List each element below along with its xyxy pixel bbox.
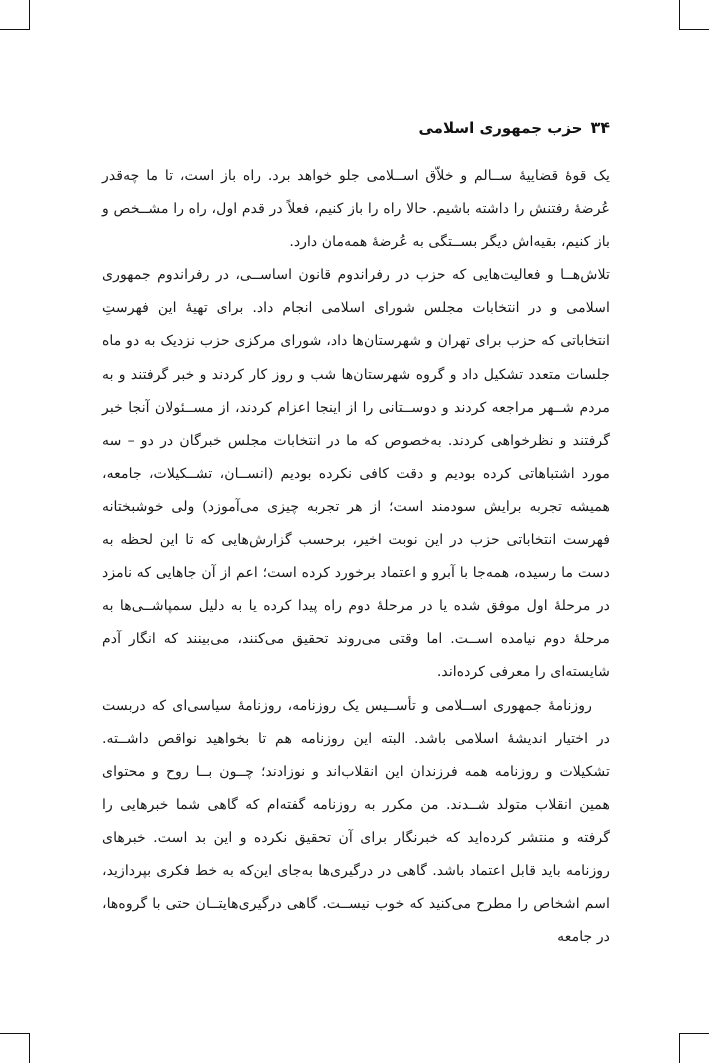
paragraph-1: یک قوهٔ قضاییهٔ ســالم و خلاّق اســلامی جلو خواهد برد. راه باز است، تا ما چه‌قدر عُرضهٔ رفتنش را داشته باشیم. حالا راه را باز کنیم، فعلاً در قدم اول، راه را مشــخص و باز کنیم، بقیه‌اش دیگر بســتگی به عُرضهٔ همه‌مان دارد. <box>102 168 610 251</box>
page-number: ۳۴ <box>590 118 610 137</box>
crop-mark-bottom-right-h <box>679 1033 709 1034</box>
running-header <box>102 118 610 144</box>
running-title: حزب جمهوری اسلامی <box>418 119 583 137</box>
crop-mark-top-right <box>679 0 680 30</box>
crop-mark-bottom-left-h <box>0 1033 30 1034</box>
crop-mark-top-left-h <box>0 29 30 30</box>
paragraph-2: تلاش‌هــا و فعالیت‌هایی که حزب در رفراندوم قانون اساســی، در رفراندوم جمهوری اسلامی و در انتخابات مجلس شورای اسلامی انجام داد. برای تهیهٔ این فهرستِ انتخاباتی که حزب برای تهران و شهرستان‌ها داد، شورای مرکزی حزب نزدیک به دو ماه جلسات متعدد تشکیل داد و گروه شهرستان‌ها شب و روز کار کردند و خبر گرفتند و به مردم شــهر مراجعه کردند و دوســتانی را از اینجا اعزام کردند، از مســئولان آنجا خبر گرفتند و نظرخواهی کردند. به‌خصوص که ما در انتخابات مجلس خبرگان در دو – سه مورد اشتباهاتی کرده بودیم و دقت کافی نکرده بودیم (انســان، تشــکیلات، جامعه، همیشه تجربه برایش سودمند است؛ از هر تجربه چیزی می‌آموزد) ولی خوشبختانه فهرست انتخاباتی حزب در این نوبت اخیر، برحسب گزارش‌هایی که تا این لحظه به دست ما رسیده، همه‌جا با آبرو و اعتماد برخورد کرده است؛ اعم از آن جاهایی که نامزد در مرحلهٔ اول موفق شده یا در مرحلهٔ دوم راه پیدا کرده یا به دلیل سمپاشــی‌ها به مرحلهٔ دوم نیامده اســت. اما وقتی می‌روند تحقیق می‌کنند، می‌بینند که انگار آدم شایسته‌ای را معرفی کرده‌اند. <box>102 267 610 681</box>
book-page <box>102 118 610 998</box>
crop-mark-bottom-left <box>29 1033 30 1063</box>
crop-mark-top-right-h <box>679 29 709 30</box>
crop-mark-bottom-right <box>679 1033 680 1063</box>
paragraph-3: روزنامهٔ جمهوری اســلامی و تأســیس یک روزنامه، روزنامهٔ سیاسی‌ای که دربست در اختیار اندیشهٔ اسلامی باشد. البته این روزنامه هم تا بخواهید نواقص داشــته. تشکیلات و روزنامه همه فرزندان این انقلاب‌اند و نوزادند؛ چــون بــا روح و محتوای همین انقلاب متولد شــدند. من مکرر به روزنامه گفته‌ام که گاهی شما خبرهایی را گرفته و منتشر کرده‌اید که خبرنگار برای آن تحقیق نکرده و این بد است. خبرهای روزنامه باید قابل اعتماد باشد. گاهی در درگیری‌ها به‌جای این‌که به خط فکری بپردازید، اسم اشخاص را مطرح می‌کنید که خوب نیســت. گاهی درگیری‌هایتــان حتی با گروه‌ها، در جامعه <box>102 697 610 946</box>
page-body <box>102 160 610 954</box>
crop-mark-top-left <box>29 0 30 30</box>
